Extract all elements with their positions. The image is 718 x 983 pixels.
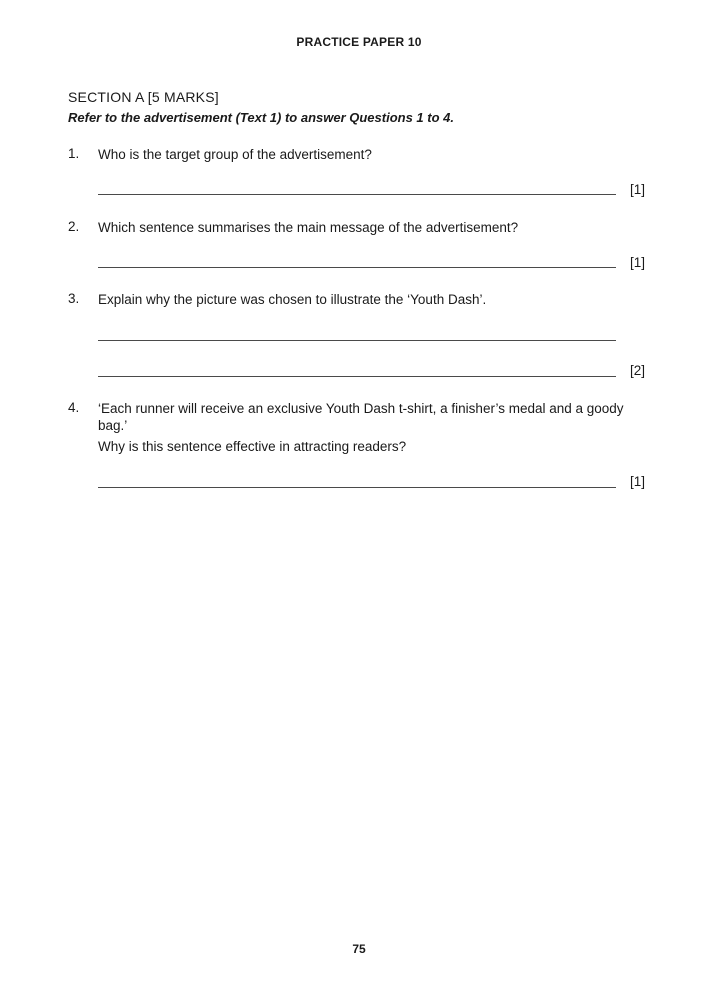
- question-4-answer-line[interactable]: [98, 487, 616, 488]
- section-instruction: Refer to the advertisement (Text 1) to answer Questions 1 to 4.: [68, 110, 455, 125]
- question-4-marks: [1]: [630, 474, 646, 489]
- question-2-number: 2.: [68, 219, 80, 234]
- question-2-marks: [1]: [630, 255, 646, 270]
- question-1-text: Who is the target group of the advertisement?: [98, 147, 372, 162]
- question-2-text: Which sentence summarises the main message of the advertisement?: [98, 220, 519, 235]
- question-3-number: 3.: [68, 291, 80, 306]
- question-4-number: 4.: [68, 400, 80, 415]
- section-title: SECTION A [5 MARKS]: [68, 89, 219, 105]
- question-1-number: 1.: [68, 146, 80, 161]
- question-1-answer-line[interactable]: [98, 194, 616, 195]
- question-3-answer-line-1[interactable]: [98, 340, 616, 341]
- question-2-answer-line[interactable]: [98, 267, 616, 268]
- question-4-text: ‘Each runner will receive an exclusive Youth Dash t-shirt, a finisher’s medal and a goody bag.’: [98, 401, 624, 433]
- question-3-text: Explain why the picture was chosen to illustrate the ‘Youth Dash’.: [98, 292, 487, 307]
- question-3-answer-line-2[interactable]: [98, 376, 616, 377]
- page-number: 75: [352, 942, 366, 956]
- question-1-marks: [1]: [630, 182, 646, 197]
- question-3-marks: [2]: [630, 363, 646, 378]
- question-4-subtext: Why is this sentence effective in attracting readers?: [98, 439, 407, 454]
- page-header: PRACTICE PAPER 10: [296, 35, 422, 49]
